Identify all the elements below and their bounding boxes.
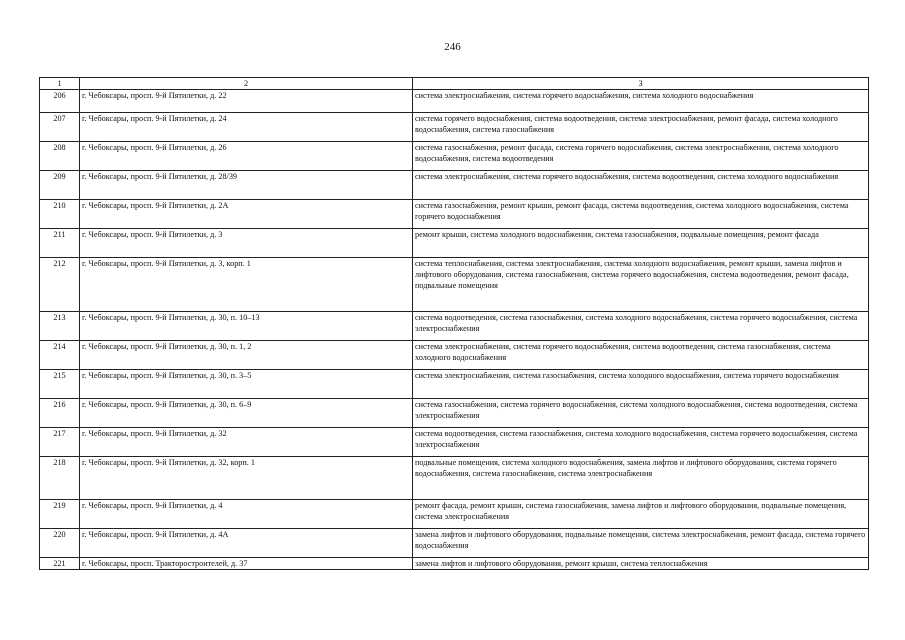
row-address: г. Чебоксары, просп. 9-й Пятилетки, д. 3, корп. 1 <box>80 258 413 312</box>
table-row <box>40 312 869 341</box>
row-works: замена лифтов и лифтового оборудования, ремонт крыши, система теплоснабжения <box>413 558 869 570</box>
row-address: г. Чебоксары, просп. 9-й Пятилетки, д. 2А <box>80 200 413 229</box>
table-row <box>40 399 869 428</box>
row-number: 211 <box>40 229 80 258</box>
row-works: ремонт крыши, система холодного водоснабжения, система газоснабжения, подвальные помещения, ремонт фасада <box>413 229 869 258</box>
table-row <box>40 90 869 113</box>
row-works: система электроснабжения, система горячего водоснабжения, система водоотведения, система газоснабжения, система холодного водоснабжения <box>413 341 869 370</box>
row-number: 218 <box>40 457 80 500</box>
row-number: 207 <box>40 113 80 142</box>
table-row <box>40 142 869 171</box>
row-works: система газоснабжения, система горячего водоснабжения, система холодного водоснабжения, система водоотведения, система электроснабжения <box>413 399 869 428</box>
row-works: система водоотведения, система газоснабжения, система холодного водоснабжения, система горячего водоснабжения, система электроснабжения <box>413 312 869 341</box>
row-works: замена лифтов и лифтового оборудования, подвальные помещения, система электроснабжения, ремонт фасада, система горячего водоснабжения <box>413 529 869 558</box>
table-row <box>40 558 869 570</box>
row-address: г. Чебоксары, просп. 9-й Пятилетки, д. 3 <box>80 229 413 258</box>
row-address: г. Чебоксары, просп. 9-й Пятилетки, д. 22 <box>80 90 413 113</box>
row-number: 210 <box>40 200 80 229</box>
table-row <box>40 113 869 142</box>
row-number: 206 <box>40 90 80 113</box>
row-works: система электроснабжения, система горячего водоснабжения, система холодного водоснабжения <box>413 90 869 113</box>
row-works: система газоснабжения, ремонт фасада, система горячего водоснабжения, система электроснабжения, система холодного водоснабжения, система водоотведения <box>413 142 869 171</box>
row-address: г. Чебоксары, просп. 9-й Пятилетки, д. 24 <box>80 113 413 142</box>
table-row <box>40 457 869 500</box>
row-works: система горячего водоснабжения, система водоотведения, система электроснабжения, ремонт фасада, система холодного водоснабжения, система газоснабжения <box>413 113 869 142</box>
table-row <box>40 428 869 457</box>
row-works: система газоснабжения, ремонт крыши, ремонт фасада, система водоотведения, система холодного водоснабжения, система горячего водоснабжения <box>413 200 869 229</box>
row-address: г. Чебоксары, просп. 9-й Пятилетки, д. 30, п. 3–5 <box>80 370 413 399</box>
table-row <box>40 341 869 370</box>
row-address: г. Чебоксары, просп. 9-й Пятилетки, д. 30, п. 1, 2 <box>80 341 413 370</box>
row-number: 214 <box>40 341 80 370</box>
row-address: г. Чебоксары, просп. 9-й Пятилетки, д. 32 <box>80 428 413 457</box>
row-works: подвальные помещения, система холодного водоснабжения, замена лифтов и лифтового оборудования, система горячего водоснабжения, система газоснабжения, система электроснабжения <box>413 457 869 500</box>
row-works: система электроснабжения, система газоснабжения, система холодного водоснабжения, система горячего водоснабжения <box>413 370 869 399</box>
row-address: г. Чебоксары, просп. 9-й Пятилетки, д. 26 <box>80 142 413 171</box>
row-number: 213 <box>40 312 80 341</box>
works-table <box>39 77 869 570</box>
row-number: 221 <box>40 558 80 570</box>
row-number: 219 <box>40 500 80 529</box>
table-row <box>40 370 869 399</box>
table-row <box>40 171 869 200</box>
row-number: 220 <box>40 529 80 558</box>
row-number: 217 <box>40 428 80 457</box>
table-row <box>40 229 869 258</box>
row-number: 215 <box>40 370 80 399</box>
row-address: г. Чебоксары, просп. 9-й Пятилетки, д. 4 <box>80 500 413 529</box>
column-number-row <box>40 78 869 90</box>
table-row <box>40 258 869 312</box>
row-address: г. Чебоксары, просп. Тракторостроителей, д. 37 <box>80 558 413 570</box>
row-number: 208 <box>40 142 80 171</box>
row-address: г. Чебоксары, просп. 9-й Пятилетки, д. 28/39 <box>80 171 413 200</box>
table-row <box>40 529 869 558</box>
row-address: г. Чебоксары, просп. 9-й Пятилетки, д. 4А <box>80 529 413 558</box>
row-number: 212 <box>40 258 80 312</box>
row-address: г. Чебоксары, просп. 9-й Пятилетки, д. 30, п. 10–13 <box>80 312 413 341</box>
column-number-3: 3 <box>413 78 869 90</box>
page-number: 246 <box>444 41 461 53</box>
row-works: система водоотведения, система газоснабжения, система холодного водоснабжения, система горячего водоснабжения, система электроснабжения <box>413 428 869 457</box>
row-address: г. Чебоксары, просп. 9-й Пятилетки, д. 30, п. 6–9 <box>80 399 413 428</box>
row-address: г. Чебоксары, просп. 9-й Пятилетки, д. 32, корп. 1 <box>80 457 413 500</box>
row-works: система электроснабжения, система горячего водоснабжения, система водоотведения, система холодного водоснабжения <box>413 171 869 200</box>
column-number-2: 2 <box>80 78 413 90</box>
column-number-1: 1 <box>40 78 80 90</box>
row-works: ремонт фасада, ремонт крыши, система газоснабжения, замена лифтов и лифтового оборудования, подвальные помещения, система электроснабжения <box>413 500 869 529</box>
row-number: 216 <box>40 399 80 428</box>
table-row <box>40 200 869 229</box>
row-number: 209 <box>40 171 80 200</box>
row-works: система теплоснабжения, система электроснабжения, система холодного водоснабжения, ремонт крыши, замена лифтов и лифтового оборудования, система газоснабжения, система горячего водоснабжения, система водоотведения, ремонт фасада, подвальные помещения <box>413 258 869 312</box>
table-row <box>40 500 869 529</box>
